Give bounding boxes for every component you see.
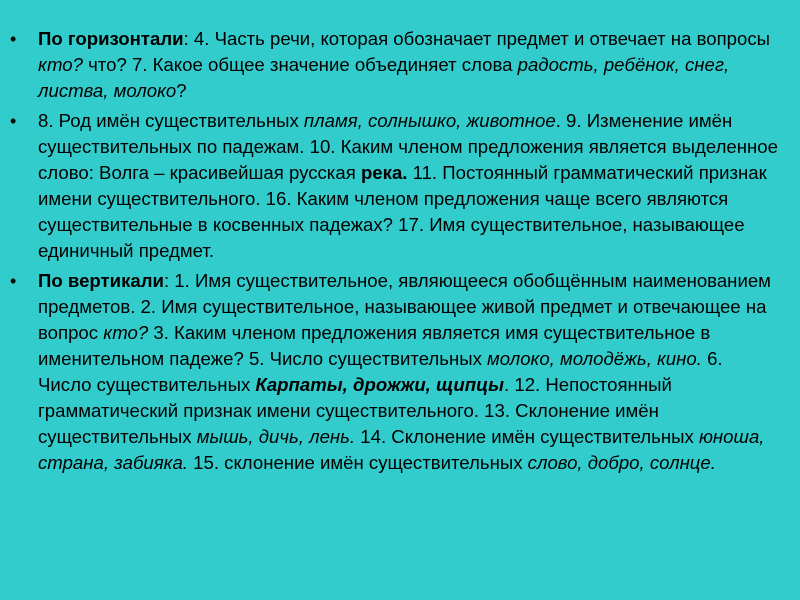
clue-text: 3. Каким членом предложения является имя существительное в именительном падеже? 5. Число существительных [38, 322, 711, 369]
italic-words: пламя, солнышко, животное [303, 110, 556, 131]
bullet-dot-icon: • [10, 29, 17, 49]
italic-words: молоко, молодёжь, кино. [487, 348, 702, 369]
bullet-dot-icon: • [10, 111, 17, 131]
clue-text: 11. Постоянный грамматический признак имени существительного. 16. Каким членом предложения чаще всего являются существительные в косвенных падежах? 17. Имя существительное, называющее единичный предмет. [38, 162, 767, 261]
vertical-heading: По вертикали [38, 270, 164, 291]
clue-text: 6. Число существительных [38, 348, 723, 395]
clue-text: : 4. Часть речи, которая обозначает предмет и отвечает на вопросы [183, 28, 770, 49]
horizontal-clues-item [10, 26, 780, 104]
clue-text: . 9. Изменение имён существительных по падежам. 10. Каким членом предложения является выделенное слово: Волга – красивейшая русская [38, 110, 778, 183]
horizontal-clues-continued-item [10, 108, 780, 264]
bold-italic-words: Карпаты, дрожжи, щипцы [255, 374, 505, 395]
clue-text: . 12. Непостоянный грамматический признак имени существительного. 13. Склонение имён существительных [38, 374, 672, 447]
clue-text: ? [176, 80, 187, 101]
italic-words: слово, добро, солнце. [527, 452, 716, 473]
horizontal-heading: По горизонтали [38, 28, 184, 49]
italic-word: кто? [103, 322, 149, 343]
clue-text: 15. склонение имён существительных [187, 452, 528, 473]
clue-text: что? 7. Какое общее значение объединяет слова [82, 54, 518, 75]
italic-word: кто? [38, 54, 83, 75]
italic-words: мышь, дичь, лень. [196, 426, 356, 447]
clue-text: 8. Род имён существительных [38, 110, 304, 131]
italic-words: юноша, страна, забияка. [38, 426, 765, 473]
vertical-clues-item [10, 268, 780, 476]
clue-text: 14. Склонение имён существительных [355, 426, 699, 447]
crossword-clues-list [10, 26, 780, 476]
clue-text: : 1. Имя существительное, являющееся обобщённым наименованием предметов. 2. Имя существительное, называющее живой предмет и отвечающее на вопрос [38, 270, 771, 343]
italic-words: радость, ребёнок, снег, листва, молоко [38, 54, 730, 101]
highlighted-word: река. [360, 162, 408, 183]
bullet-dot-icon: • [10, 271, 17, 291]
